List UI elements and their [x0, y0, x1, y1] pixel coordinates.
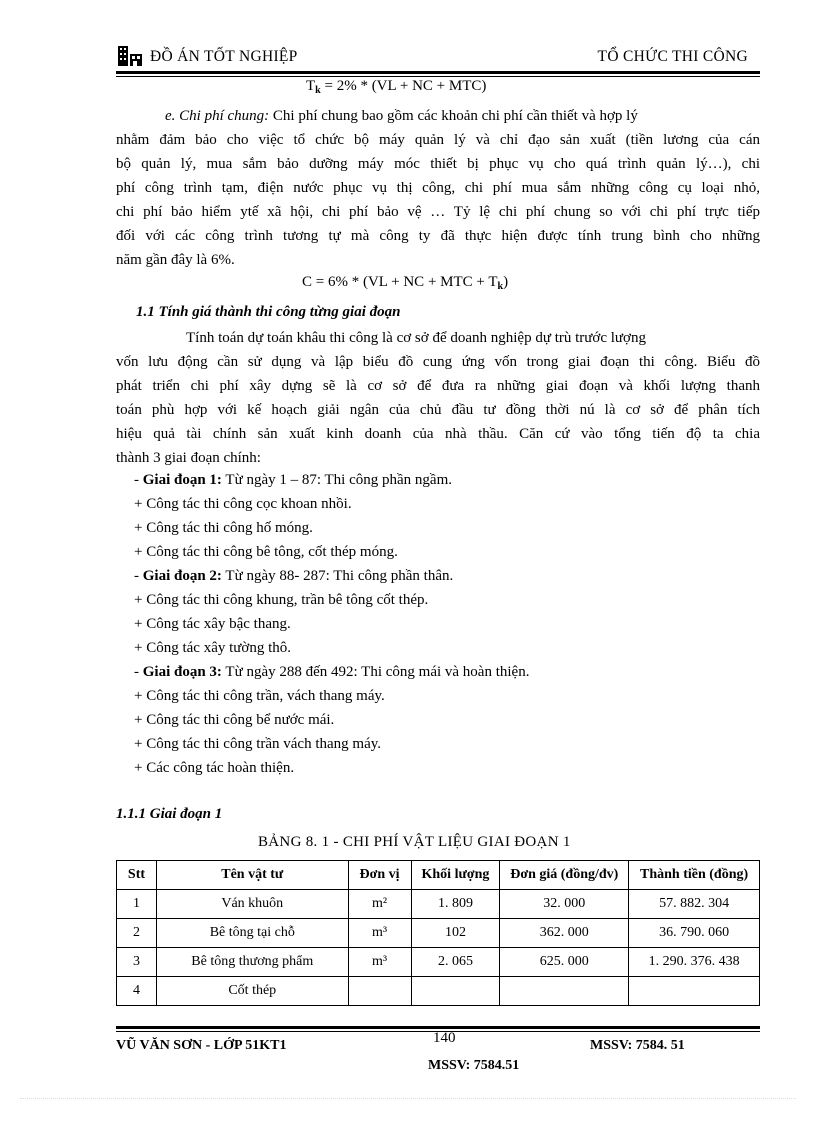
cell	[348, 977, 411, 1006]
phase-3-item: + Công tác thi công bể nước mái.	[134, 712, 335, 728]
header-rule-thin	[116, 76, 760, 77]
cell: 32. 000	[500, 890, 629, 919]
cell: 36. 790. 060	[629, 919, 760, 948]
page-number: 140	[433, 1030, 456, 1046]
cell: m³	[348, 948, 411, 977]
cell: Ván khuôn	[156, 890, 348, 919]
para-e-line-1: e. Chi phí chung: Chi phí chung bao gồm các khoản chi phí cần thiết và hợp lý	[165, 108, 638, 124]
formula-tk: $T_k = 2\% * (VL$ + NC + MTC)	[306, 78, 487, 96]
para-e-line-7: năm gần đây là 6%.	[116, 252, 235, 268]
phase-2-item: + Công tác thi công khung, trần bê tông cốt thép.	[134, 592, 429, 608]
cell: 57. 882. 304	[629, 890, 760, 919]
phase-2: - Giai đoạn 2: Từ ngày 88- 287: Thi công phần thân.	[134, 568, 454, 584]
col-header: Thành tiền (đồng)	[629, 861, 760, 890]
cell: Bê tông thương phẩm	[156, 948, 348, 977]
cell: 2	[117, 919, 157, 948]
header-right-title: TỔ CHỨC THI CÔNG	[597, 48, 748, 65]
table-row	[117, 977, 760, 1006]
phase-3-item: + Công tác thi công trần, vách thang máy.	[134, 688, 385, 704]
para-e-line-4: phí công trình tạm, điện nước phục vụ thị công, chi phí mua sắm những công cụ loại nhỏ,	[116, 180, 760, 196]
para-e-line-3: bộ quản lý, mua sắm bảo dưỡng máy móc thiết bị phục vụ cho quá trình quản lý…), chi	[116, 156, 760, 172]
footer-rule-thick	[116, 1026, 760, 1029]
cell: 2. 065	[411, 948, 500, 977]
cell: 4	[117, 977, 157, 1006]
col-header: Khối lượng	[411, 861, 500, 890]
cell: 1. 290. 376. 438	[629, 948, 760, 977]
phase-3-item: + Các công tác hoàn thiện.	[134, 760, 295, 776]
section-heading-1-1-1: 1.1.1 Giai đoạn 1	[116, 806, 223, 822]
cell: m²	[348, 890, 411, 919]
para-11-line-1: Tính toán dự toán khâu thi công là cơ sở để doanh nghiệp dự trù trước lượng	[186, 330, 646, 346]
para-e-line-6: đối với các công trình tương tự mà công ty đã thực hiện được tính trung bình cho những	[116, 228, 760, 244]
section-heading-1-1: 1.1 Tính giá thành thi công từng giai đoạn	[136, 304, 401, 320]
phase-1-item: + Công tác thi công hố móng.	[134, 520, 313, 536]
header-rule-thick	[116, 71, 760, 74]
col-header: Tên vật tư	[156, 861, 348, 890]
phase-2-item: + Công tác xây bậc thang.	[134, 616, 291, 632]
col-header: Đơn vị	[348, 861, 411, 890]
cell	[629, 977, 760, 1006]
phase-3: - Giai đoạn 3: Từ ngày 288 đến 492: Thi công mái và hoàn thiện.	[134, 664, 530, 680]
para-e-line-5: chi phí bảo hiểm ytế xã hội, chi phí bảo vệ … Tỷ lệ chi phí chung so với chi phí trực tiếp	[116, 204, 760, 220]
phase-2-item: + Công tác xây tường thô.	[134, 640, 292, 656]
phase-3-item: + Công tác thi công trần vách thang máy.	[134, 736, 382, 752]
header-left-title: ĐỒ ÁN TỐT NGHIỆP	[150, 48, 298, 65]
cell: 1	[117, 890, 157, 919]
para-11-line-2: vốn lưu động cần sử dụng và lập biểu đồ cung ứng vốn trong giai đoạn thi công. Biểu đồ	[116, 354, 760, 370]
table-title: BẢNG 8. 1 - CHI PHÍ VẬT LIỆU GIAI ĐOẠN 1	[258, 834, 571, 850]
phase-1: - Giai đoạn 1: Từ ngày 1 – 87: Thi công phần ngầm.	[134, 472, 452, 488]
cell: Bê tông tại chỗ	[156, 919, 348, 948]
cell: 362. 000	[500, 919, 629, 948]
cell: 1. 809	[411, 890, 500, 919]
para-e-line-2: nhằm đảm bảo cho việc tổ chức bộ máy quản lý và chỉ đạo sản xuất (tiền lương của cán	[116, 132, 760, 148]
formula-c: C = 6% * (VL + NC + MTC + $T_k$)	[302, 274, 509, 292]
table-row	[117, 948, 760, 977]
para-11-line-4: toán phù hợp với kế hoạch giải ngân của chủ đầu tư đồng thời nú là cơ sở để phân tích	[116, 402, 760, 418]
table-row	[117, 919, 760, 948]
cell: 3	[117, 948, 157, 977]
table-header-row	[117, 861, 760, 890]
cell: Cốt thép	[156, 977, 348, 1006]
footer-author: VŨ VĂN SƠN - LỚP 51KT1	[116, 1038, 287, 1053]
col-header: Đơn giá (đồng/đv)	[500, 861, 629, 890]
footer-mssv-right: MSSV: 7584. 51	[590, 1038, 685, 1053]
cell: 102	[411, 919, 500, 948]
cell: 625. 000	[500, 948, 629, 977]
footer-mssv-center: MSSV: 7584.51	[428, 1058, 520, 1073]
para-11-line-5: hiệu quả tài chính sản xuất kinh doanh của nhà thầu. Căn cứ vào tổng tiến độ ta chia	[116, 426, 760, 442]
col-header: Stt	[117, 861, 157, 890]
cell	[500, 977, 629, 1006]
materials-table	[116, 860, 760, 1006]
cell	[411, 977, 500, 1006]
page-bottom-divider	[20, 1098, 796, 1099]
phase-1-item: + Công tác thi công bê tông, cốt thép móng.	[134, 544, 398, 560]
phase-1-item: + Công tác thi công cọc khoan nhồi.	[134, 496, 352, 512]
para-11-line-3: phát triển chi phí xây dựng sẽ là cơ sở để đưa ra những giai đoạn và khối lượng thanh	[116, 378, 760, 394]
building-logo-icon	[116, 44, 144, 68]
table-row	[117, 890, 760, 919]
cell: m³	[348, 919, 411, 948]
para-11-line-6: thành 3 giai đoạn chính:	[116, 450, 261, 466]
